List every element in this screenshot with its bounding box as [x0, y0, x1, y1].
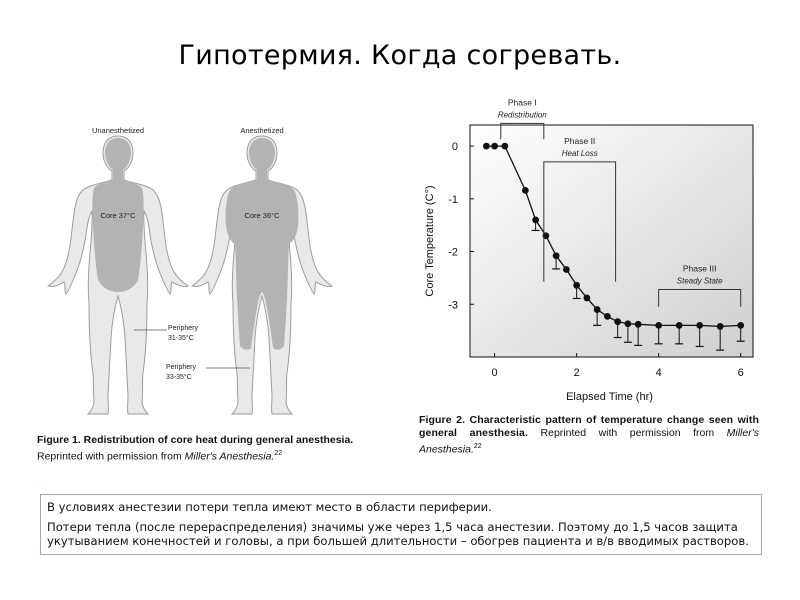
data-point [563, 266, 570, 273]
data-point [696, 322, 703, 329]
x-tick-label: 2 [573, 367, 580, 379]
core-label-left: Core 37°C [100, 211, 136, 220]
phase-name: Phase III [682, 263, 717, 274]
x-axis-label: Elapsed Time (hr) [566, 391, 653, 403]
phase-subtitle: Steady State [676, 276, 723, 286]
summary-paragraph-2: Потери тепла (после перераспределения) значимы уже через 1,5 часа анестезии. Поэтому до 1,5 часов защита укутыванием конечностей и головы, а при большей длительности – обогрев пациента и в/в вводимых растворов. [47, 519, 749, 548]
data-point [655, 322, 662, 329]
data-point [737, 322, 744, 329]
data-point [635, 321, 642, 328]
figure1-caption [37, 434, 357, 464]
data-point [532, 217, 539, 224]
body-anesthetized [192, 136, 332, 414]
data-point [522, 187, 529, 194]
periphery1-range: 31-35°C [168, 335, 194, 342]
plot-area [470, 125, 753, 357]
figure2-caption-text: Reprinted with permission from [527, 427, 727, 439]
figure2-caption-ref: 22 [473, 443, 482, 450]
data-point [491, 143, 498, 150]
summary-paragraph-1: В условиях анестезии потери тепла имеют место в области периферии. [47, 500, 492, 514]
slide-title: Гипотермия. Когда согревать. [178, 40, 622, 71]
y-axis-label: Core Temperature (C°) [424, 185, 436, 297]
data-point [583, 295, 590, 302]
data-point [573, 282, 580, 289]
phase-subtitle: Heat Loss [561, 148, 598, 158]
figure1-caption-ref: 22 [274, 450, 283, 457]
data-point [604, 313, 611, 320]
phase-subtitle: Redistribution [497, 110, 547, 120]
core-label-right: Core 36°C [244, 211, 280, 220]
figure2-caption-source: Miller's Anesthesia. [419, 427, 759, 456]
data-point [501, 143, 508, 150]
figure2-caption [419, 414, 759, 457]
data-point [625, 320, 632, 327]
figure1-caption-title: Figure 1. Redistribution of core heat during general anesthesia. [37, 434, 354, 446]
periphery2-range: 33-35°C [166, 374, 192, 381]
data-point [483, 143, 490, 150]
y-tick-label: -3 [448, 299, 458, 312]
data-point [614, 318, 621, 325]
figure1-illustration [30, 118, 360, 428]
figure2-caption-title: Figure 2. Characteristic pattern of temperature change seen with general anesthesia. [419, 414, 759, 439]
y-tick-label: -1 [448, 193, 458, 206]
x-tick-label: 6 [737, 367, 744, 379]
periphery1-title: Periphery [168, 325, 198, 332]
data-point [594, 306, 601, 313]
data-point [717, 323, 724, 330]
phase-name: Phase II [564, 135, 596, 146]
data-point [676, 322, 683, 329]
label-anesthetized: Anesthetized [240, 126, 284, 135]
body-unanesthetized [48, 136, 188, 414]
label-unanesthetized: Unanesthetized [91, 126, 145, 135]
figure1-caption-source: Miller's Anesthesia. [184, 450, 275, 463]
data-point [553, 252, 560, 259]
figure1-caption-text: Reprinted with permission from [37, 450, 185, 463]
phase-name: Phase I [507, 97, 537, 108]
x-tick-label: 0 [491, 367, 498, 379]
periphery2-title: Periphery [166, 364, 196, 371]
summary-text-box [40, 494, 762, 555]
temperature-chart [412, 97, 762, 408]
x-tick-label: 4 [655, 367, 662, 379]
y-tick-label: -2 [448, 246, 458, 259]
y-tick-label: 0 [451, 141, 458, 154]
